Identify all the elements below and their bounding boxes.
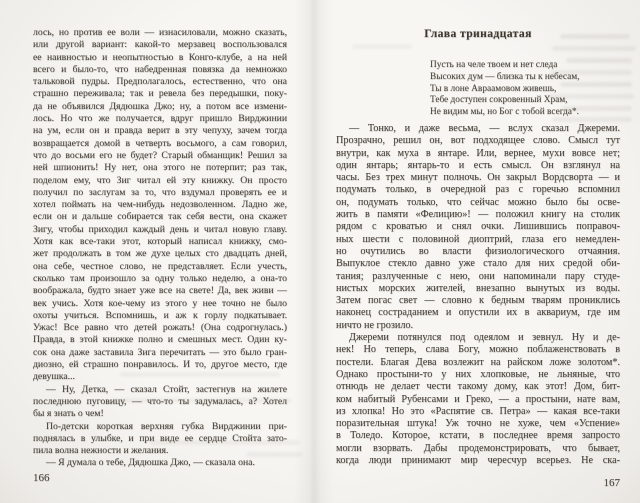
text-line: из хлопка! Но это «Распятие св. Петра» — какая все-таки xyxy=(336,405,620,417)
text-line: поднялась в улыбке, и при виде ее сердце Стойта зато- xyxy=(33,432,287,444)
text-line: Затем погас свет — словно к бедным тварям прониклись xyxy=(336,295,620,307)
text-line: часы. Без трех минут полночь. Он закрыл Вордсворта — и xyxy=(336,172,620,184)
epigraph-line: Высоких дум — близка ты к небесам, xyxy=(430,71,580,82)
left-page-number: 166 xyxy=(33,472,50,484)
text-line: Выпуклое стекло давно уже стало для них средой оби- xyxy=(336,258,620,270)
text-line: всего и было-то, что набедренная повязка да немножко xyxy=(33,63,287,75)
text-line: могли взорвать. Дабы продемонстрировать, что бывает, xyxy=(336,442,620,454)
text-line: последнюю пуговицу, — что-то ты задумалась, а? Хотел xyxy=(33,395,287,407)
text-line: что до восьми его не будет? Старый обманщик! Решил за xyxy=(33,149,287,161)
text-line: но очутились во власти физиологического отчаяния. xyxy=(336,245,620,257)
left-page-text xyxy=(33,27,287,470)
text-line: Ужас! Все равно что детей рожать! (Она содрогнулась.) xyxy=(33,322,287,334)
text-line: тания; разлученные с нею, они напоминали пару студе- xyxy=(336,270,620,282)
text-line: наконец состраданием и опустили их в аквариум, где им xyxy=(336,307,620,319)
text-line: если он и дальше собирается так себя вести, она скажет xyxy=(33,211,287,223)
text-line: получил по заслугам за то, что вздумал проверять ее и xyxy=(33,186,287,198)
text-line: или другой вариант: какой-то мерзавец воспользовался xyxy=(33,39,287,51)
text-line: лось. Но что же получается, вдруг пришло Вирджинии xyxy=(33,113,287,125)
text-line: жет продолжать в том же духе целых сто двадцать дней, xyxy=(33,248,287,260)
text-line: страшно переживала; так и ревела без передышки, поку- xyxy=(33,88,287,100)
text-line: он, подумать только, что сейчас можно было бы осве- xyxy=(336,196,620,208)
text-line: — Я думала о тебе, Дядюшка Джо, — сказала она. xyxy=(46,457,255,469)
text-line: век учись. Хотя кое-чему из этого у нее точно не было xyxy=(33,297,287,309)
text-line: рядом с кроватью и снял очки. Лишившись поправоч- xyxy=(336,221,620,233)
text-line: Однако простыни-то у них хлопковые, не льняные, что xyxy=(336,368,620,380)
text-line: ных шести с половиной диоптрий, глаза его немедлен- xyxy=(336,233,620,245)
text-line: ней шпионить! Ну нет, она этого не потерпит; раз так, xyxy=(33,162,287,174)
gutter-shadow xyxy=(294,0,334,503)
text-line: ком набитый Рубенсами и Греко, — а простыни, нате вам, xyxy=(336,393,620,405)
text-line: Прозрачно, решил он, вот подходящее слово. Смысл тут xyxy=(336,135,620,147)
text-line: диозно, ей страшно понравилось. И то, другое место, где xyxy=(33,359,287,371)
right-page xyxy=(330,0,640,503)
epigraph-line: Ты в лоне Авраамовом живешь, xyxy=(430,83,557,94)
text-line: По-детски короткая верхняя губка Вирджинии при- xyxy=(46,420,287,432)
text-line: ничто не грозило. xyxy=(336,319,414,331)
text-line: Правда, в этой книжке полно и смешных мест. Один ку- xyxy=(33,334,287,346)
text-line: внутри, как муха в янтаре. Или, вернее, мухи вовсе нет; xyxy=(336,147,620,159)
right-page-text xyxy=(336,123,620,467)
text-line: один янтарь; янтарь-то и есть смысл. Он взглянул на xyxy=(336,159,620,171)
text-line: Хотя как все-таки этот, который написал книжку, смо- xyxy=(33,236,287,248)
text-line: когда люди принимают мир чересчур всерьез. Не ска- xyxy=(336,455,620,467)
text-line: постели. Благая Дева возлежит на райском ложе золотом*. xyxy=(336,356,620,368)
text-line: на ум, если он и правда верит в эту чепуху, зачем тогда xyxy=(33,125,287,137)
text-line: подумать только, в очередной раз с горечью вспомнил xyxy=(336,184,620,196)
text-line: Джереми потянулся под одеялом и зевнул. Ну и де- xyxy=(349,332,620,344)
text-line: в Толедо. Которое, кстати, в последнее время запросто xyxy=(336,430,620,442)
epigraph xyxy=(430,60,580,119)
text-line: тальковой пудры. Предполагалось, естественно, что она xyxy=(33,76,287,88)
text-line: — Ну, Детка, — сказал Стойт, застегнув на жилете xyxy=(46,383,287,395)
text-line: воображала, будто знает уже все на свете! Да, век живи — xyxy=(33,285,287,297)
epigraph-line: Тебе доступен сокровенный Храм, xyxy=(430,95,568,106)
right-page-number: 167 xyxy=(603,477,620,489)
epigraph-line: Не видим мы, но Бог с тобой всегда*. xyxy=(430,107,579,118)
text-line: сок она даже заставила Зига перечитать — это было гран- xyxy=(33,346,287,358)
text-line: бы я знать о чем! xyxy=(33,408,104,420)
text-line: лось, но против ее воли — изнасиловали, можно сказать, xyxy=(33,27,287,38)
text-line: поразительная штука! Уж точно не хуже, чем «Успение» xyxy=(336,418,620,430)
epigraph-line: Пусть на челе твоем и нет следа xyxy=(430,60,558,70)
text-line: охоты учиться. Вспомнишь, и аж к горлу подкатывает. xyxy=(33,309,287,321)
text-line: ее наивностью и неопытностью в Конго-клубе, а на ней xyxy=(33,51,287,63)
text-line: нистых морских жителей, внезапно вынутых из воды. xyxy=(336,282,620,294)
left-page xyxy=(0,0,300,503)
text-line: она себе, честное слово, не представляет. Если учесть, xyxy=(33,260,287,272)
text-line: девушка... xyxy=(33,371,75,383)
text-line: отнюдь не делает чести такому дому, как этот! Дом, бит- xyxy=(336,381,620,393)
text-line: жить в памяти «Фелицию»! — положил книгу на столик xyxy=(336,209,620,221)
text-line: Зигу, чтобы приходил каждый день и читал новую главу. xyxy=(33,223,287,235)
text-line: нек! Но теперь, слава Богу, можно поблаженствовать в xyxy=(336,344,620,356)
text-line: сколько там произошло за одну только неделю, а она-то xyxy=(33,272,287,284)
text-line: да не объявился Дядюшка Джо; ну, а потом все измени- xyxy=(33,100,287,112)
text-line: пила волна нежности и желания. xyxy=(33,445,169,457)
chapter-title: Глава тринадцатая xyxy=(424,27,532,40)
text-line: возвращается домой в четверть восьмого, а сам говорил, xyxy=(33,137,287,149)
text-line: — Тонко, и даже весьма, — вслух сказал Джереми. xyxy=(349,123,620,134)
text-line: хотел поймать на чем-нибудь недозволенном. Ладно же, xyxy=(33,199,287,211)
text-line: поделом ему, что Зиг читал ей эту книжку. Он просто xyxy=(33,174,287,186)
